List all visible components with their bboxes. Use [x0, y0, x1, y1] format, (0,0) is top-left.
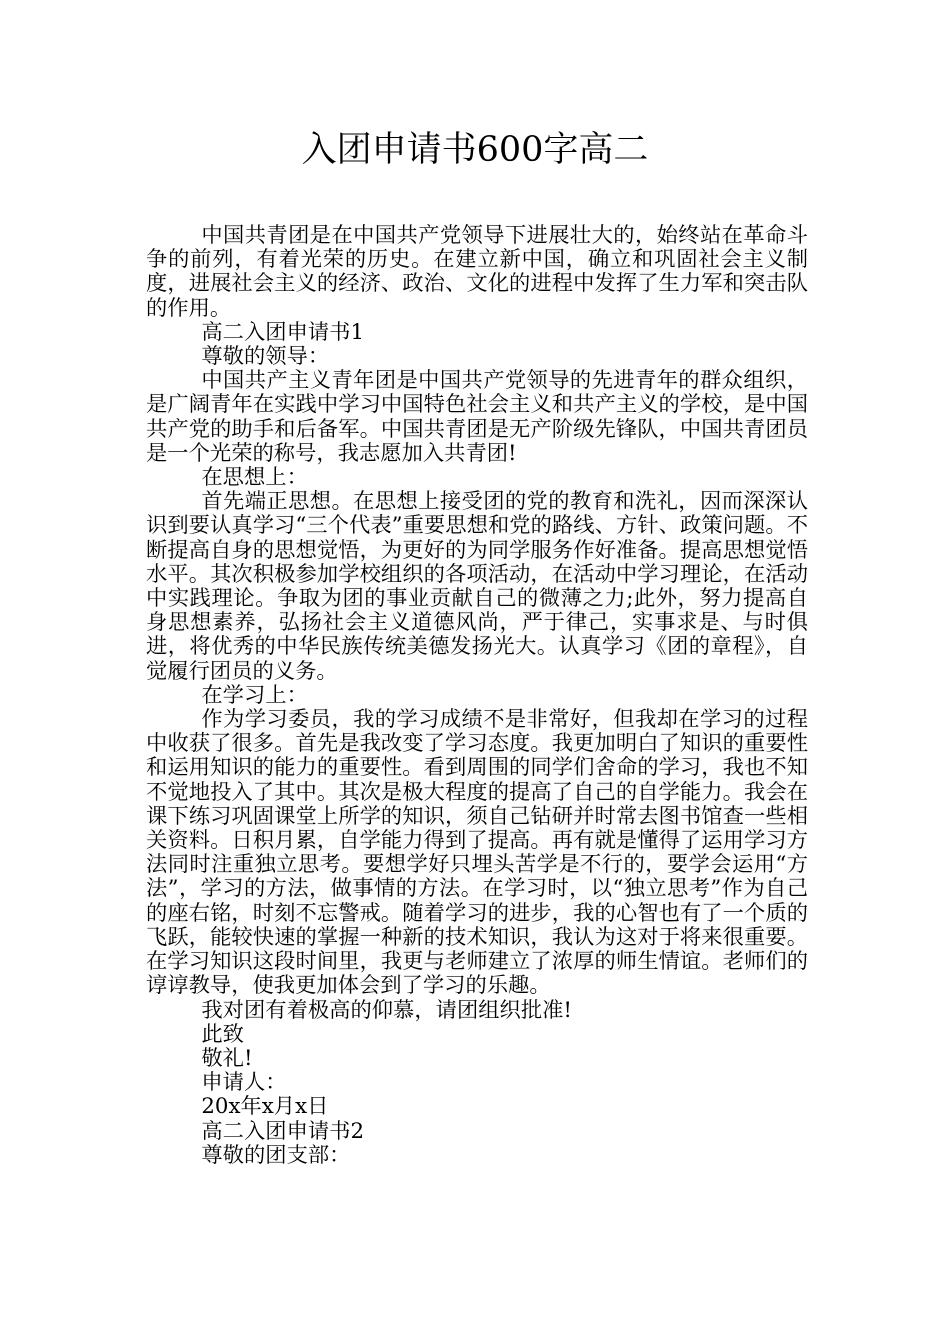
salutation-1: 尊敬的领导： — [201, 344, 330, 370]
subheading-thought: 在思想上： — [201, 465, 308, 491]
paragraph-request: 我对团有着极高的仰慕，请团组织批准! — [201, 997, 572, 1023]
closing-cizhi: 此致 — [201, 1021, 244, 1047]
document-body — [146, 224, 808, 1168]
salutation-2: 尊敬的团支部： — [201, 1142, 351, 1168]
paragraph-study: 作为学习委员，我的学习成绩不是非常好，但我却在学习的过程中收获了很多。首先是我改变了学习态度。我更加明白了知识的重要性和运用知识的能力的重要性。看到周围的同学们舍命的学习，我也不知不觉地投入了其中。其次是极大程度的提高了自己的自学能力。我会在课下练习巩固课堂上所学的知识，须自己钻研并时常去图书馆查一些相关资料。日积月累，自学能力得到了提高。再有就是懂得了运用学习方法同时注重独立思考。要想学好只埋头苦学是不行的，要学会运用“方法”，学习的方法，做事情的方法。在学习时，以“独立思考”作为自己的座右铭，时刻不忘警戒。随着学习的进步，我的心智也有了一个质的飞跃，能较快速的掌握一种新的技术知识，我认为这对于将来很重要。在学习知识这段时间里，我更与老师建立了浓厚的师生情谊。老师们的谆谆教导，使我更加体会到了学习的乐趣。 — [146, 707, 808, 999]
heading-letter-1: 高二入团申请书1 — [201, 319, 365, 345]
paragraph-youth-league: 中国共产主义青年团是中国共产党领导的先进青年的群众组织，是广阔青年在实践中学习中国特色社会主义和共产主义的学校，是中国共产党的助手和后备军。中国共青团是无产阶级先锋队，中国共青团员是一个光荣的称号，我志愿加入共青团! — [146, 368, 808, 466]
document-title: 入团申请书600字高二 — [301, 130, 649, 170]
subheading-study: 在学习上： — [201, 682, 308, 708]
closing-jingli: 敬礼! — [201, 1045, 253, 1071]
heading-letter-2: 高二入团申请书2 — [201, 1118, 365, 1144]
paragraph-intro: 中国共青团是在中国共产党领导下进展壮大的，始终站在革命斗争的前列，有着光荣的历史。在建立新中国，确立和巩固社会主义制度，进展社会主义的经济、政治、文化的进程中发挥了生力军和突击队的作用。 — [146, 223, 808, 321]
applicant-label: 申请人： — [201, 1070, 287, 1096]
paragraph-thought: 首先端正思想。在思想上接受团的党的教育和洗礼，因而深深认识到要认真学习“三个代表”重要思想和党的路线、方针、政策问题。不断提高自身的思想觉悟，为更好的为同学服务作好准备。提高思想觉悟水平。其次积极参加学校组织的各项活动，在活动中学习理论，在活动中实践理论。争取为团的事业贡献自己的微薄之力;此外，努力提高自身思想素养，弘扬社会主义道德风尚，严于律己，实事求是、与时俱进，将优秀的中华民族传统美德发扬光大。认真学习《团的章程》，自觉履行团员的义务。 — [146, 489, 808, 684]
date-line: 20x年x月x日 — [201, 1094, 329, 1120]
